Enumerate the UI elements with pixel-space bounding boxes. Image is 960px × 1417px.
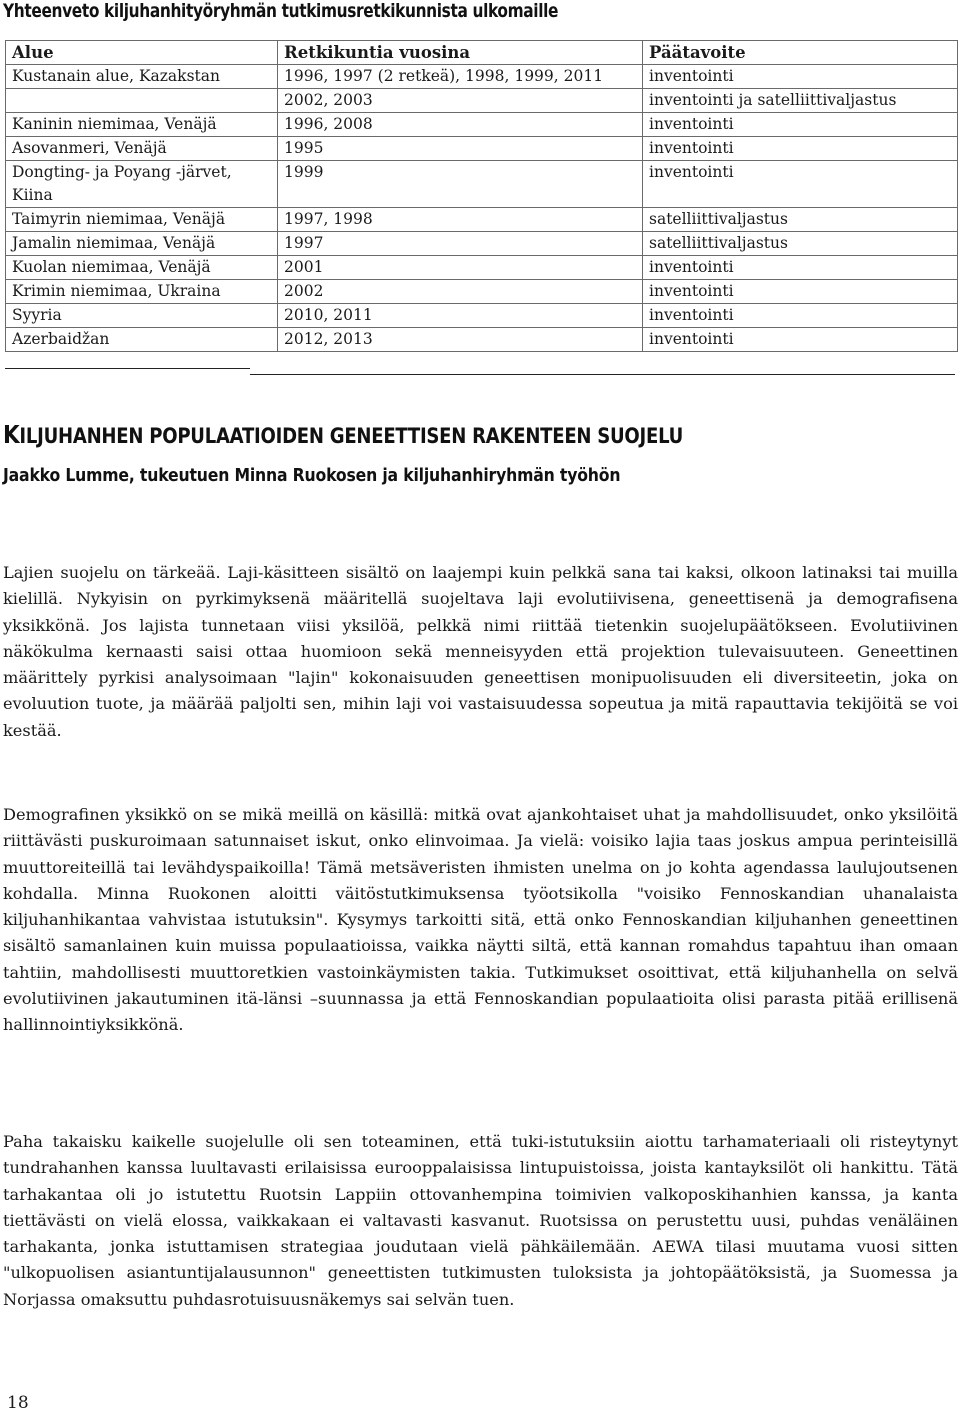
section-title-initial: K: [3, 420, 20, 449]
page-title: Yhteenveto kiljuhanhityöryhmän tutkimusretkikunnista ulkomaille: [3, 0, 559, 22]
cell-area: Krimin niemimaa, Ukraina: [6, 280, 278, 304]
table-row: [6, 328, 958, 352]
table-row: [6, 208, 958, 232]
cell-years: 2010, 2011: [278, 304, 643, 328]
cell-goal: inventointi: [643, 137, 958, 161]
cell-goal: inventointi: [643, 256, 958, 280]
cell-years: 1996, 1997 (2 retkeä), 1998, 1999, 2011: [278, 65, 643, 89]
cell-area: Azerbaidžan: [6, 328, 278, 352]
cell-years: 1999: [278, 161, 643, 208]
cell-area: Kustanain alue, Kazakstan: [6, 65, 278, 89]
table-row: [6, 65, 958, 89]
table-row: [6, 304, 958, 328]
section-divider-left: [5, 368, 250, 369]
table-row: [6, 232, 958, 256]
cell-goal: inventointi: [643, 113, 958, 137]
cell-goal: satelliittivaljastus: [643, 208, 958, 232]
cell-area: Syyria: [6, 304, 278, 328]
cell-area: Kaninin niemimaa, Venäjä: [6, 113, 278, 137]
cell-goal: inventointi: [643, 328, 958, 352]
expedition-table: [5, 40, 958, 352]
column-header-years: Retkikuntia vuosina: [278, 41, 643, 65]
cell-years: 2012, 2013: [278, 328, 643, 352]
section-title-rest: ILJUHANHEN POPULAATIOIDEN GENEETTISEN RAKENTEEN SUOJELU: [19, 424, 684, 448]
table-row: [6, 256, 958, 280]
page-number: 18: [7, 1393, 29, 1413]
cell-years: 1995: [278, 137, 643, 161]
table-row: [6, 280, 958, 304]
cell-goal: inventointi: [643, 304, 958, 328]
section-divider: [250, 374, 955, 375]
cell-goal: inventointi: [643, 280, 958, 304]
cell-goal: inventointi: [643, 161, 958, 208]
cell-years: 1996, 2008: [278, 113, 643, 137]
cell-area: Taimyrin niemimaa, Venäjä: [6, 208, 278, 232]
paragraph: Demografinen yksikkö on se mikä meillä on käsillä: mitkä ovat ajankohtaiset uhat ja mahdollisuudet, onko yksilöitä riittävästi puskuroimaan satunnaiset iskut, onko elinvoimaa. Ja vielä: voisiko lajia taas joskus ampua perinteisillä muuttoreiteillä tai levähdyspaikoilla! Tämä metsäveristen ihmisten unelma on jo kohta agendassa laulujoutsenen kohdalla. Minna Ruokonen aloitti väitöstutkimuksensa työotsikolla "voisiko Fennoskandian uhanalaista kiljuhanhikantaa vahvistaa istutuksin". Kysymys tarkoitti sitä, että onko Fennoskandian kiljuhanhen geneettinen sisältö samanlainen kuin muissa populaatioissa, vaikka näytti siltä, että kannan romahdus tapahtuu ihan omaan tahtiin, mahdollisesti muuttoretkien vastoinkäymisten takia. Tutkimukset osoittivat, että kiljuhanhella on selvä evolutiivinen jakautuminen itä-länsi –suunnassa ja että Fennoskandian populaatioita olisi parasta pitää erillisenä hallinnointiyksikkönä.: [3, 805, 958, 1035]
cell-years: 1997: [278, 232, 643, 256]
cell-area: Jamalin niemimaa, Venäjä: [6, 232, 278, 256]
cell-goal: inventointi: [643, 65, 958, 89]
cell-area: [6, 89, 278, 113]
table-row: [6, 137, 958, 161]
table-row: [6, 113, 958, 137]
section-title: [3, 420, 683, 449]
paragraph: Lajien suojelu on tärkeää. Laji-käsitteen sisältö on laajempi kuin pelkkä sana tai kaksi, olkoon latinaksi tai muilla kielillä. Nykyisin on pyrkimyksenä määritellä suojeltava laji evolutiivisena, geneettisenä ja demografisena yksikkönä. Jos lajista tunnetaan viisi yksilöä, pelkkä nimi riittää tietenkin suojelupäätökseen. Evolutiivinen näkökulma kernaasti saisi ottaa huomioon sekä menneisyyden että projektion tulevaisuuteen. Geneettinen määrittely pyrkisi analysoimaan "lajin" kokonaisuuden geneettisen monipuolisuuden eli diversiteetin, joka on evoluution tuote, ja määrää paljolti sen, mihin laji voi vastaisuudessa sopeutua ja mitä rapauttavia tekijöitä se voi kestää.: [3, 563, 958, 740]
cell-years: 2001: [278, 256, 643, 280]
column-header-area: Alue: [6, 41, 278, 65]
cell-years: 2002: [278, 280, 643, 304]
table-header-row: [6, 41, 958, 65]
column-header-goal: Päätavoite: [643, 41, 958, 65]
cell-goal: satelliittivaljastus: [643, 232, 958, 256]
paragraph: Paha takaisku kaikelle suojelulle oli sen toteaminen, että tuki-istutuksiin aiottu tarhamateriaali oli risteytynyt tundrahanhen kanssa luultavasti erilaisissa eurooppalaisissa lintupuistoissa, joista kantayksilöt oli hankittu. Tätä tarhakantaa oli jo istutettu Ruotsin Lappiin ottovanhempina toimivien valkoposkihanhien kanssa, ja kanta tiettävästi on vielä elossa, vaikkakaan ei valtavasti kasvanut. Ruotsissa on perustettu uusi, puhdas venäläinen tarhakanta, jonka istuttamisen strategiaa joudutaan vielä pähkäilemään. AEWA tilasi muutama vuosi sitten "ulkopuolisen asiantuntijalausunnon" geneettisten tutkimusten tuloksista ja johtopäätöksistä, ja Suomessa ja Norjassa omaksuttu puhdasrotuisuusnäkemys sai selvän tuen.: [3, 1132, 958, 1309]
cell-goal: inventointi ja satelliittivaljastus: [643, 89, 958, 113]
cell-years: 2002, 2003: [278, 89, 643, 113]
table-row: [6, 89, 958, 113]
section-subtitle: Jaakko Lumme, tukeutuen Minna Ruokosen ja kiljuhanhiryhmän työhön: [3, 465, 621, 486]
cell-years: 1997, 1998: [278, 208, 643, 232]
cell-area: Asovanmeri, Venäjä: [6, 137, 278, 161]
cell-area: Kuolan niemimaa, Venäjä: [6, 256, 278, 280]
table-row: [6, 161, 958, 208]
cell-area: Dongting- ja Poyang -järvet, Kiina: [6, 161, 278, 208]
